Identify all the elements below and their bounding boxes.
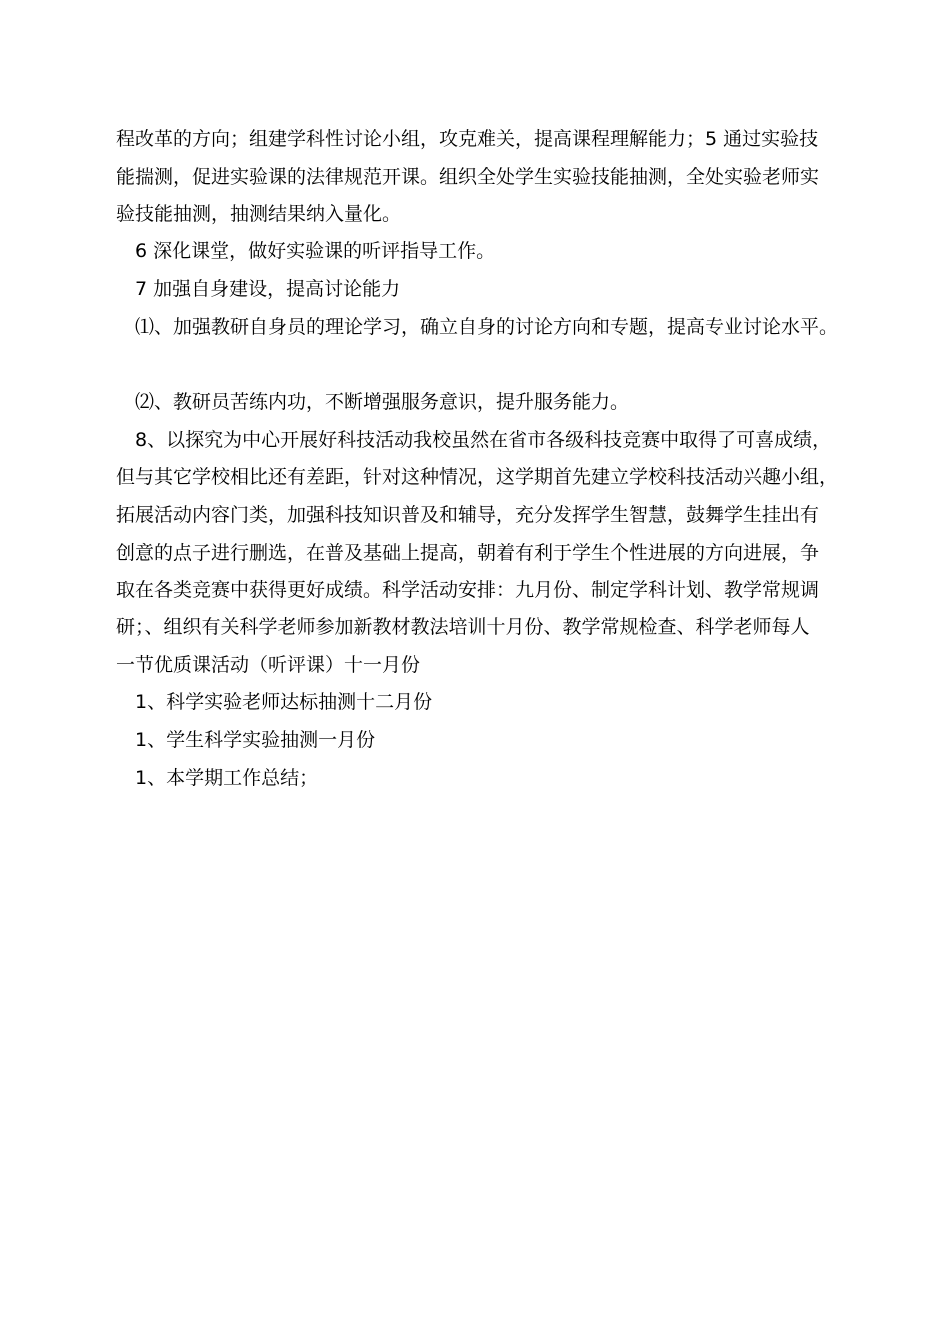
paragraph-line: 一节优质课活动（听评课）十一月份: [116, 654, 421, 676]
paragraph-line: 研；、组织有关科学老师参加新教材教法培训十月份、教学常规检查、科学老师每人: [116, 616, 810, 638]
paragraph-line: 6 深化课堂，做好实验课的听评指导工作。: [135, 240, 496, 262]
paragraph-line: 能揣测，促进实验课的法律规范开课。组织全处学生实验技能抽测，全处实验老师实: [116, 166, 820, 188]
paragraph-line: ⑵、教研员苦练内功，不断增强服务意识，提升服务能力。: [135, 391, 630, 413]
paragraph-line: 拓展活动内容门类，加强科技知识普及和辅导，充分发挥学生智慧，鼓舞学生挂出有: [116, 504, 820, 526]
paragraph-line: ⑴、加强教研自身员的理论学习，确立自身的讨论方向和专题，提高专业讨论水平。: [135, 316, 839, 338]
paragraph-line: 但与其它学校相比还有差距，针对这种情况，这学期首先建立学校科技活动兴趣小组，: [116, 466, 839, 488]
paragraph-line: 7 加强自身建设，提高讨论能力: [135, 278, 401, 300]
list-item: 1、科学实验老师达标抽测十二月份: [135, 691, 433, 713]
paragraph-line: 创意的点子进行删选，在普及基础上提高，朝着有利于学生个性进展的方向进展，争: [116, 542, 820, 564]
list-item: 1、学生科学实验抽测一月份: [135, 729, 376, 751]
paragraph-line: 程改革的方向；组建学科性讨论小组，攻克难关，提高课程理解能力；5 通过实验技: [116, 128, 819, 150]
list-item: 1、本学期工作总结；: [135, 767, 319, 789]
paragraph-line: 验技能抽测，抽测结果纳入量化。: [116, 203, 402, 225]
paragraph-line: 8、以探究为中心开展好科技活动我校虽然在省市各级科技竞赛中取得了可喜成绩，: [135, 429, 832, 451]
paragraph-line: 取在各类竞赛中获得更好成绩。科学活动安排：九月份、制定学科计划、教学常规调: [116, 579, 820, 601]
